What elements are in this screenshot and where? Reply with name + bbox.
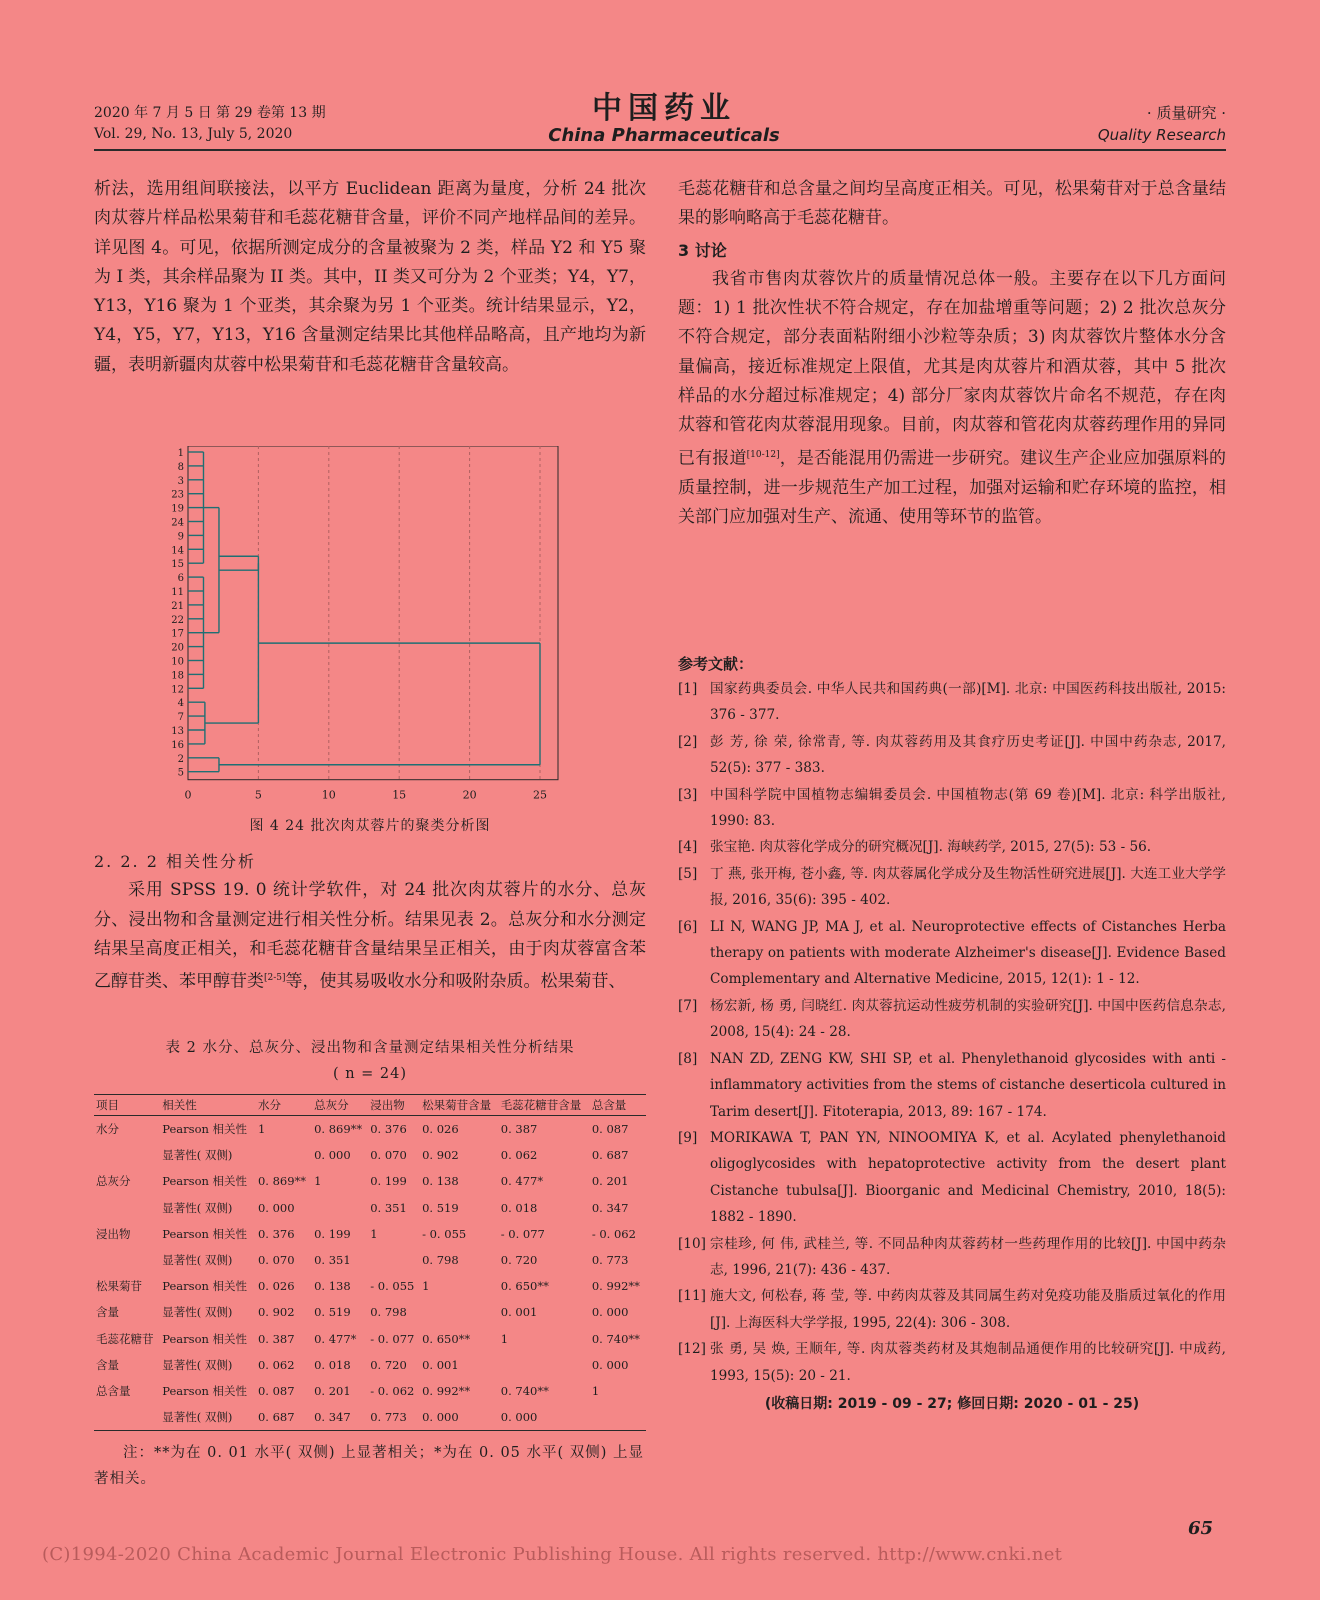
section-label-en: Quality Research xyxy=(1097,126,1226,144)
table-cell: 0. 000 xyxy=(499,1404,590,1431)
right-column xyxy=(678,175,1226,532)
leaf-label: 21 xyxy=(171,600,184,612)
correlation-table xyxy=(94,1094,646,1431)
leaf-label: 23 xyxy=(171,489,184,501)
table-cell: 显著性( 双侧) xyxy=(160,1404,256,1431)
table-cell: 0. 000 xyxy=(591,1305,629,1320)
table-cell: 0. 477* xyxy=(314,1331,357,1346)
reference-item xyxy=(678,1125,1226,1231)
table-cell: 0. 026 xyxy=(422,1122,459,1137)
table-cell: 0. 351 xyxy=(314,1253,351,1268)
paragraph-text: 采用 SPSS 19. 0 统计学软件，对 24 批次肉苁蓉片的水分、总灰分、浸出物和含量测定进行相关性分析。结果见表 2。总灰分和水分测定结果呈高度正相关，和毛蕊花糖苷含量结果呈正相关，由于肉苁蓉富含苯乙醇苷类、苯甲醇苷类 xyxy=(94,880,646,992)
section-heading: 3 讨论 xyxy=(678,240,727,260)
table-cell: 0. 720 xyxy=(500,1253,538,1268)
table-cell: 0. 000 xyxy=(420,1404,499,1431)
table-header-cell: 总含量 xyxy=(590,1095,646,1116)
reference-text: 宗桂珍, 何 伟, 武桂兰, 等. 不同品种肉苁蓉药材一些药理作用的比较[J]. 中国中药杂志, 1996, 21(7): 436 - 437. xyxy=(710,1235,1226,1278)
table-cell xyxy=(94,1142,160,1168)
table-cell xyxy=(94,1247,160,1273)
reference-number: [11] xyxy=(678,1288,706,1305)
leaf-label: 24 xyxy=(171,517,184,529)
table-row xyxy=(94,1116,646,1143)
reference-text: 施大文, 何松春, 蒋 莹, 等. 中药肉苁蓉及其同属生药对免疫功能及脂质过氧化的作用[J]. 上海医科大学学报, 1995, 22(4): 306 - 308. xyxy=(710,1288,1226,1331)
table-title xyxy=(94,1035,646,1087)
table-cell: 0. 062 xyxy=(500,1148,538,1163)
table-cell: 0. 087 xyxy=(591,1122,629,1137)
table-cell: 0. 869** xyxy=(257,1174,307,1189)
references-heading: 参考文献： xyxy=(678,655,754,673)
section-label xyxy=(1098,102,1226,146)
leaf-label: 18 xyxy=(171,670,184,682)
table-cell: - 0. 062 xyxy=(591,1226,636,1241)
copyright-watermark: (C)1994-2020 China Academic Journal Electronic Publishing House. All rights reserved. http://www.cnki.net xyxy=(42,1544,1063,1565)
reference-text: NAN ZD, ZENG KW, SHI SP, et al. Phenylethanoid glycosides with anti - inflammatory activities from the stems of cistanche deserticola cultured in Tarim desert[J]. Fitoterapia, 2013, 89: 167 - 174. xyxy=(710,1050,1226,1120)
reference-number: [6] xyxy=(678,918,698,935)
table-cell: Pearson 相关性 xyxy=(162,1174,248,1189)
table-cell: 1 xyxy=(370,1226,378,1241)
table-cell: - 0. 062 xyxy=(370,1383,415,1398)
table-cell: Pearson 相关性 xyxy=(162,1122,248,1137)
reference-number: [2] xyxy=(678,733,698,750)
leaf-label: 5 xyxy=(177,767,184,779)
table-header-cell: 水分 xyxy=(256,1095,312,1116)
table-cell: 0. 001 xyxy=(422,1357,459,1372)
table-row xyxy=(94,1299,646,1325)
reference-number: [10] xyxy=(678,1235,706,1252)
table-cell: 0. 351 xyxy=(370,1200,407,1215)
table-cell: 0. 070 xyxy=(257,1253,295,1268)
reference-number: [8] xyxy=(678,1050,698,1067)
table-cell: 0. 001 xyxy=(500,1305,538,1320)
leaf-label: 15 xyxy=(171,559,184,571)
table-row xyxy=(94,1195,646,1221)
table-cell: 0. 000 xyxy=(257,1200,295,1215)
table-cell: 0. 000 xyxy=(591,1357,629,1372)
table-cell: 毛蕊花糖苷 xyxy=(96,1331,154,1346)
references xyxy=(678,652,1226,1417)
journal-logo-en: China Pharmaceuticals xyxy=(548,125,780,146)
table-row xyxy=(94,1404,646,1431)
table-cell: 1 xyxy=(422,1279,430,1294)
table-cell: 0. 798 xyxy=(422,1253,459,1268)
reference-item xyxy=(678,914,1226,993)
table-cell: 0. 740** xyxy=(591,1331,640,1346)
table-cell xyxy=(499,1352,590,1378)
table-row xyxy=(94,1378,646,1404)
table-cell: 0. 199 xyxy=(370,1174,407,1189)
paragraph-text: 等，使其易吸收水分和吸附杂质。松果菊苷、 xyxy=(285,971,626,992)
table-cell: 0. 477* xyxy=(500,1174,544,1189)
body-paragraph: 毛蕊花糖苷和总含量之间均呈高度正相关。可见，松果菊苷对于总含量结果的影响略高于毛蕊花糖苷。 xyxy=(678,179,1226,229)
table-cell: 0. 026 xyxy=(257,1279,295,1294)
table-cell: 0. 138 xyxy=(422,1174,459,1189)
table-cell xyxy=(94,1404,160,1431)
paragraph-text: 我省市售肉苁蓉饮片的质量情况总体一般。主要存在以下几方面问题：1) 1 批次性状不符合规定，存在加盐增重等问题；2) 2 批次总灰分不符合规定，部分表面粘附细小沙粒等杂质；3) 肉苁蓉饮片整体水分含量偏高，接近标准规定上限值，尤其是肉苁蓉片和酒苁蓉，其中 5 批次样品的水分超过标准规定；4) 部分厂家肉苁蓉饮片命名不规范，存在肉苁蓉和管花肉苁蓉混用现象。目前，肉苁蓉和管花肉苁蓉药理作用的异同已有报道 xyxy=(678,268,1226,469)
table-cell: 1 xyxy=(591,1383,600,1398)
leaf-label: 10 xyxy=(171,656,184,668)
x-tick-label: 25 xyxy=(533,788,547,802)
table-row xyxy=(94,1168,646,1194)
table-cell: 0. 650** xyxy=(422,1331,471,1346)
left-column-lower xyxy=(94,843,646,997)
reference-item xyxy=(678,834,1226,860)
table-cell: 0. 201 xyxy=(314,1383,351,1398)
cluster-dendrogram xyxy=(150,446,580,846)
table-cell: 显著性( 双侧) xyxy=(162,1200,233,1215)
reference-item xyxy=(678,1283,1226,1336)
reference-text: 中国科学院中国植物志编辑委员会. 中国植物志(第 69 卷)[M]. 北京: 科学出版社, 1990: 83. xyxy=(710,786,1226,830)
table-cell: 0. 087 xyxy=(257,1383,295,1398)
reference-text: 张宝艳. 肉苁蓉化学成分的研究概况[J]. 海峡药学, 2015, 27(5): 53 - 56. xyxy=(710,839,1152,856)
table-header-cell: 总灰分 xyxy=(312,1095,368,1116)
table-cell: 0. 650** xyxy=(500,1279,549,1294)
table-cell: 0. 018 xyxy=(500,1200,538,1215)
table-cell xyxy=(420,1299,499,1325)
table-cell: 水分 xyxy=(96,1122,119,1137)
reference-item xyxy=(678,729,1226,782)
citation: [10-12] xyxy=(746,449,780,460)
table-cell: 0. 869** xyxy=(314,1122,363,1137)
table-cell: 显著性( 双侧) xyxy=(162,1357,233,1372)
table-cell: 0. 376 xyxy=(257,1226,295,1241)
citation: [2-5] xyxy=(264,973,286,984)
table-cell: 浸出物 xyxy=(96,1226,131,1241)
x-tick-label: 5 xyxy=(254,788,262,802)
reference-item xyxy=(678,861,1226,914)
table-cell: 0. 687 xyxy=(591,1148,629,1163)
section-label-cn: · 质量研究 · xyxy=(1146,104,1226,122)
leaf-label: 14 xyxy=(171,545,184,557)
table-cell: 0. 798 xyxy=(370,1305,407,1320)
leaf-label: 12 xyxy=(171,684,184,696)
table-cell: 0. 199 xyxy=(314,1226,351,1241)
leaf-label: 16 xyxy=(171,739,184,751)
table-cell: 0. 773 xyxy=(591,1253,629,1268)
leaf-label: 19 xyxy=(171,503,184,515)
reference-item xyxy=(678,676,1226,729)
reference-item xyxy=(678,782,1226,835)
table-cell: 显著性( 双侧) xyxy=(162,1253,233,1268)
table-cell: 1 xyxy=(500,1331,509,1346)
leaf-label: 2 xyxy=(177,753,184,765)
table-cell: 1 xyxy=(257,1122,266,1137)
reference-item xyxy=(678,1046,1226,1125)
table-cell: 松果菊苷 xyxy=(96,1279,142,1294)
table-cell: 0. 720 xyxy=(370,1357,407,1372)
reference-text: MORIKAWA T, PAN YN, NINOOMIYA K, et al. Acylated phenylethanoid oligoglycosides with hepatoprotective activity from the desert plant Cistanche tubulsa[J]. Bioorganic and Medicinal Chemistry, 2010, 18(5): 1882 - 1890. xyxy=(710,1129,1226,1226)
journal-issue-info xyxy=(94,103,326,145)
subsection-heading: 2. 2. 2 相关性分析 xyxy=(94,852,256,871)
body-paragraph xyxy=(678,265,1226,532)
x-tick-label: 0 xyxy=(184,788,192,802)
reference-text: 彭 芳, 徐 荣, 徐常青, 等. 肉苁蓉药用及其食疗历史考证[J]. 中国中药杂志, 2017, 52(5): 377 - 383. xyxy=(710,733,1226,777)
table-cell: 0. 387 xyxy=(500,1122,538,1137)
table-cell: 0. 519 xyxy=(422,1200,459,1215)
x-tick-label: 20 xyxy=(462,788,477,802)
leaf-label: 4 xyxy=(177,698,184,710)
leaf-label: 22 xyxy=(171,614,184,626)
received-dates: (收稿日期: 2019 - 09 - 27; 修回日期: 2020 - 01 - 25) xyxy=(764,1395,1140,1412)
table-cell: 总灰分 xyxy=(96,1174,131,1189)
table-header-cell: 项目 xyxy=(94,1095,160,1116)
table-cell: 0. 773 xyxy=(368,1404,420,1431)
leaf-label: 17 xyxy=(171,628,184,640)
table-header-row xyxy=(94,1095,646,1116)
table-cell: 0. 070 xyxy=(370,1148,407,1163)
journal-logo xyxy=(544,92,784,146)
figure-caption: 图 4 24 批次肉苁蓉片的聚类分析图 xyxy=(249,818,491,834)
table-cell: Pearson 相关性 xyxy=(162,1383,248,1398)
leaf-label: 6 xyxy=(177,573,184,585)
table-cell: 含量 xyxy=(96,1357,119,1372)
leaf-label: 11 xyxy=(171,587,184,598)
reference-number: [3] xyxy=(678,786,698,803)
reference-text: 张 勇, 吴 焕, 王顺年, 等. 肉苁蓉类药材及其炮制品通便作用的比较研究[J]. 中成药, 1993, 15(5): 20 - 21. xyxy=(710,1341,1226,1384)
reference-text: 国家药典委员会. 中华人民共和国药典(一部)[M]. 北京: 中国医药科技出版社, 2015: 376 - 377. xyxy=(710,681,1226,724)
table-cell: 0. 138 xyxy=(314,1279,351,1294)
body-paragraph xyxy=(94,876,646,997)
table-cell: 0. 902 xyxy=(422,1148,459,1163)
table-cell: 0. 376 xyxy=(370,1122,407,1137)
table-cell: 0. 018 xyxy=(314,1357,351,1372)
x-tick-label: 15 xyxy=(392,788,407,802)
reference-text: 丁 燕, 张开梅, 苍小鑫, 等. 肉苁蓉属化学成分及生物活性研究进展[J]. 大连工业大学学报, 2016, 35(6): 395 - 402. xyxy=(710,865,1226,909)
x-tick-label: 10 xyxy=(321,788,336,802)
leaf-label: 13 xyxy=(171,726,184,737)
table-title-text: 表 2 水分、总灰分、浸出物和含量测定结果相关性分析结果 xyxy=(165,1040,575,1056)
table-cell: 0. 387 xyxy=(257,1331,295,1346)
table-header-cell: 松果菊苷含量 xyxy=(420,1095,499,1116)
reference-number: [12] xyxy=(678,1341,706,1358)
table-cell: Pearson 相关性 xyxy=(162,1226,248,1241)
table-n-label: ( n = 24) xyxy=(332,1066,408,1082)
leaf-label: 20 xyxy=(171,642,184,654)
table-cell: 0. 992** xyxy=(591,1279,640,1294)
table-cell: 0. 062 xyxy=(257,1357,295,1372)
leaf-label: 1 xyxy=(177,448,184,459)
table-cell xyxy=(590,1404,646,1431)
table-row xyxy=(94,1326,646,1352)
journal-logo-cn: 中国药业 xyxy=(592,91,736,126)
body-paragraph: 析法，选用组间联接法，以平方 Euclidean 距离为量度，分析 24 批次肉苁蓉片样品松果菊苷和毛蕊花糖苷含量，评价不同产地样品间的差异。详见图 4。可见，依据所测定成分的含量被聚为 2 类，样品 Y2 和 Y5 聚为 I 类，其余样品聚为 II 类。其中，II 类又可分为 2 个亚类；Y4，Y7，Y13，Y16 聚为 1 个亚类，其余聚为另 1 个亚类。统计结果显示，Y2，Y4，Y5，Y7，Y13，Y16 含量测定结果比其他样品略高，且产地均为新疆，表明新疆肉苁蓉中松果菊苷和毛蕊花糖苷含量较高。 xyxy=(94,179,646,375)
table-cell: - 0. 077 xyxy=(370,1331,415,1346)
reference-item xyxy=(678,1336,1226,1389)
table-cell: 显著性( 双侧) xyxy=(162,1148,233,1163)
table-row xyxy=(94,1142,646,1168)
leaf-label: 7 xyxy=(177,712,184,724)
table-cell: 0. 347 xyxy=(591,1200,629,1215)
reference-number: [9] xyxy=(678,1129,698,1146)
table-cell: 0. 687 xyxy=(256,1404,312,1431)
table-cell: 0. 992** xyxy=(422,1383,471,1398)
leaf-label: 8 xyxy=(177,461,184,473)
reference-number: [4] xyxy=(678,839,698,856)
reference-item xyxy=(678,993,1226,1046)
table-cell: 总含量 xyxy=(96,1383,131,1398)
table-cell: 0. 201 xyxy=(591,1174,629,1189)
table-cell: 0. 902 xyxy=(257,1305,295,1320)
issue-volume-en: Vol. 29, No. 13, July 5, 2020 xyxy=(94,126,293,142)
reference-text: 杨宏新, 杨 勇, 闫晓红. 肉苁蓉抗运动性疲劳机制的实验研究[J]. 中国中医药信息杂志, 2008, 15(4): 24 - 28. xyxy=(710,997,1226,1041)
page-number: 65 xyxy=(1188,1518,1214,1539)
reference-item xyxy=(678,1231,1226,1284)
left-column xyxy=(94,175,646,380)
table-row xyxy=(94,1273,646,1299)
table-cell: 0. 740** xyxy=(500,1383,549,1398)
reference-text: LI N, WANG JP, MA J, et al. Neuroprotective effects of Cistanches Herba therapy on patients with moderate Alzheimer's disease[J]. Evidence Based Complementary and Alternative Medicine, 2015, 12(1): 1 - 12. xyxy=(710,918,1226,988)
table-cell xyxy=(312,1195,368,1221)
table-header-cell: 毛蕊花糖苷含量 xyxy=(499,1095,590,1116)
table-cell xyxy=(368,1247,420,1273)
table-cell: 0. 519 xyxy=(314,1305,351,1320)
table-row xyxy=(94,1247,646,1273)
table-cell xyxy=(94,1195,160,1221)
reference-number: [1] xyxy=(678,681,698,697)
paragraph-text: ，是否能混用仍需进一步研究。建议生产企业应加强原料的质量控制，进一步规范生产加工过程，加强对运输和贮存环境的监控，相关部门应加强对生产、流通、使用等环节的监管。 xyxy=(678,448,1226,527)
table-row xyxy=(94,1221,646,1247)
reference-number: [5] xyxy=(678,865,698,882)
reference-number: [7] xyxy=(678,997,698,1014)
table-cell: 1 xyxy=(314,1174,322,1189)
table-cell xyxy=(256,1142,312,1168)
leaf-label: 9 xyxy=(177,531,184,543)
table-cell: 0. 000 xyxy=(314,1148,351,1163)
table-row xyxy=(94,1352,646,1378)
plot-frame xyxy=(188,446,558,780)
table-cell: 显著性( 双侧) xyxy=(162,1305,233,1320)
table-cell: - 0. 055 xyxy=(422,1226,467,1241)
header-rule xyxy=(94,149,1226,151)
issue-date-cn: 2020 年 7 月 5 日 第 29 卷第 13 期 xyxy=(94,105,326,121)
leaf-label: 3 xyxy=(177,475,184,487)
table-cell: - 0. 077 xyxy=(500,1226,545,1241)
table-note: 注：**为在 0. 01 水平( 双侧) 上显著相关；*为在 0. 05 水平( 双侧) 上显著相关。 xyxy=(94,1445,645,1487)
table-cell: Pearson 相关性 xyxy=(162,1331,248,1346)
table-header-cell: 浸出物 xyxy=(368,1095,420,1116)
table-header-cell: 相关性 xyxy=(160,1095,256,1116)
table-cell: Pearson 相关性 xyxy=(162,1279,248,1294)
table-cell: 0. 347 xyxy=(312,1404,368,1431)
table-cell: - 0. 055 xyxy=(370,1279,415,1294)
table-cell: 含量 xyxy=(96,1305,119,1320)
